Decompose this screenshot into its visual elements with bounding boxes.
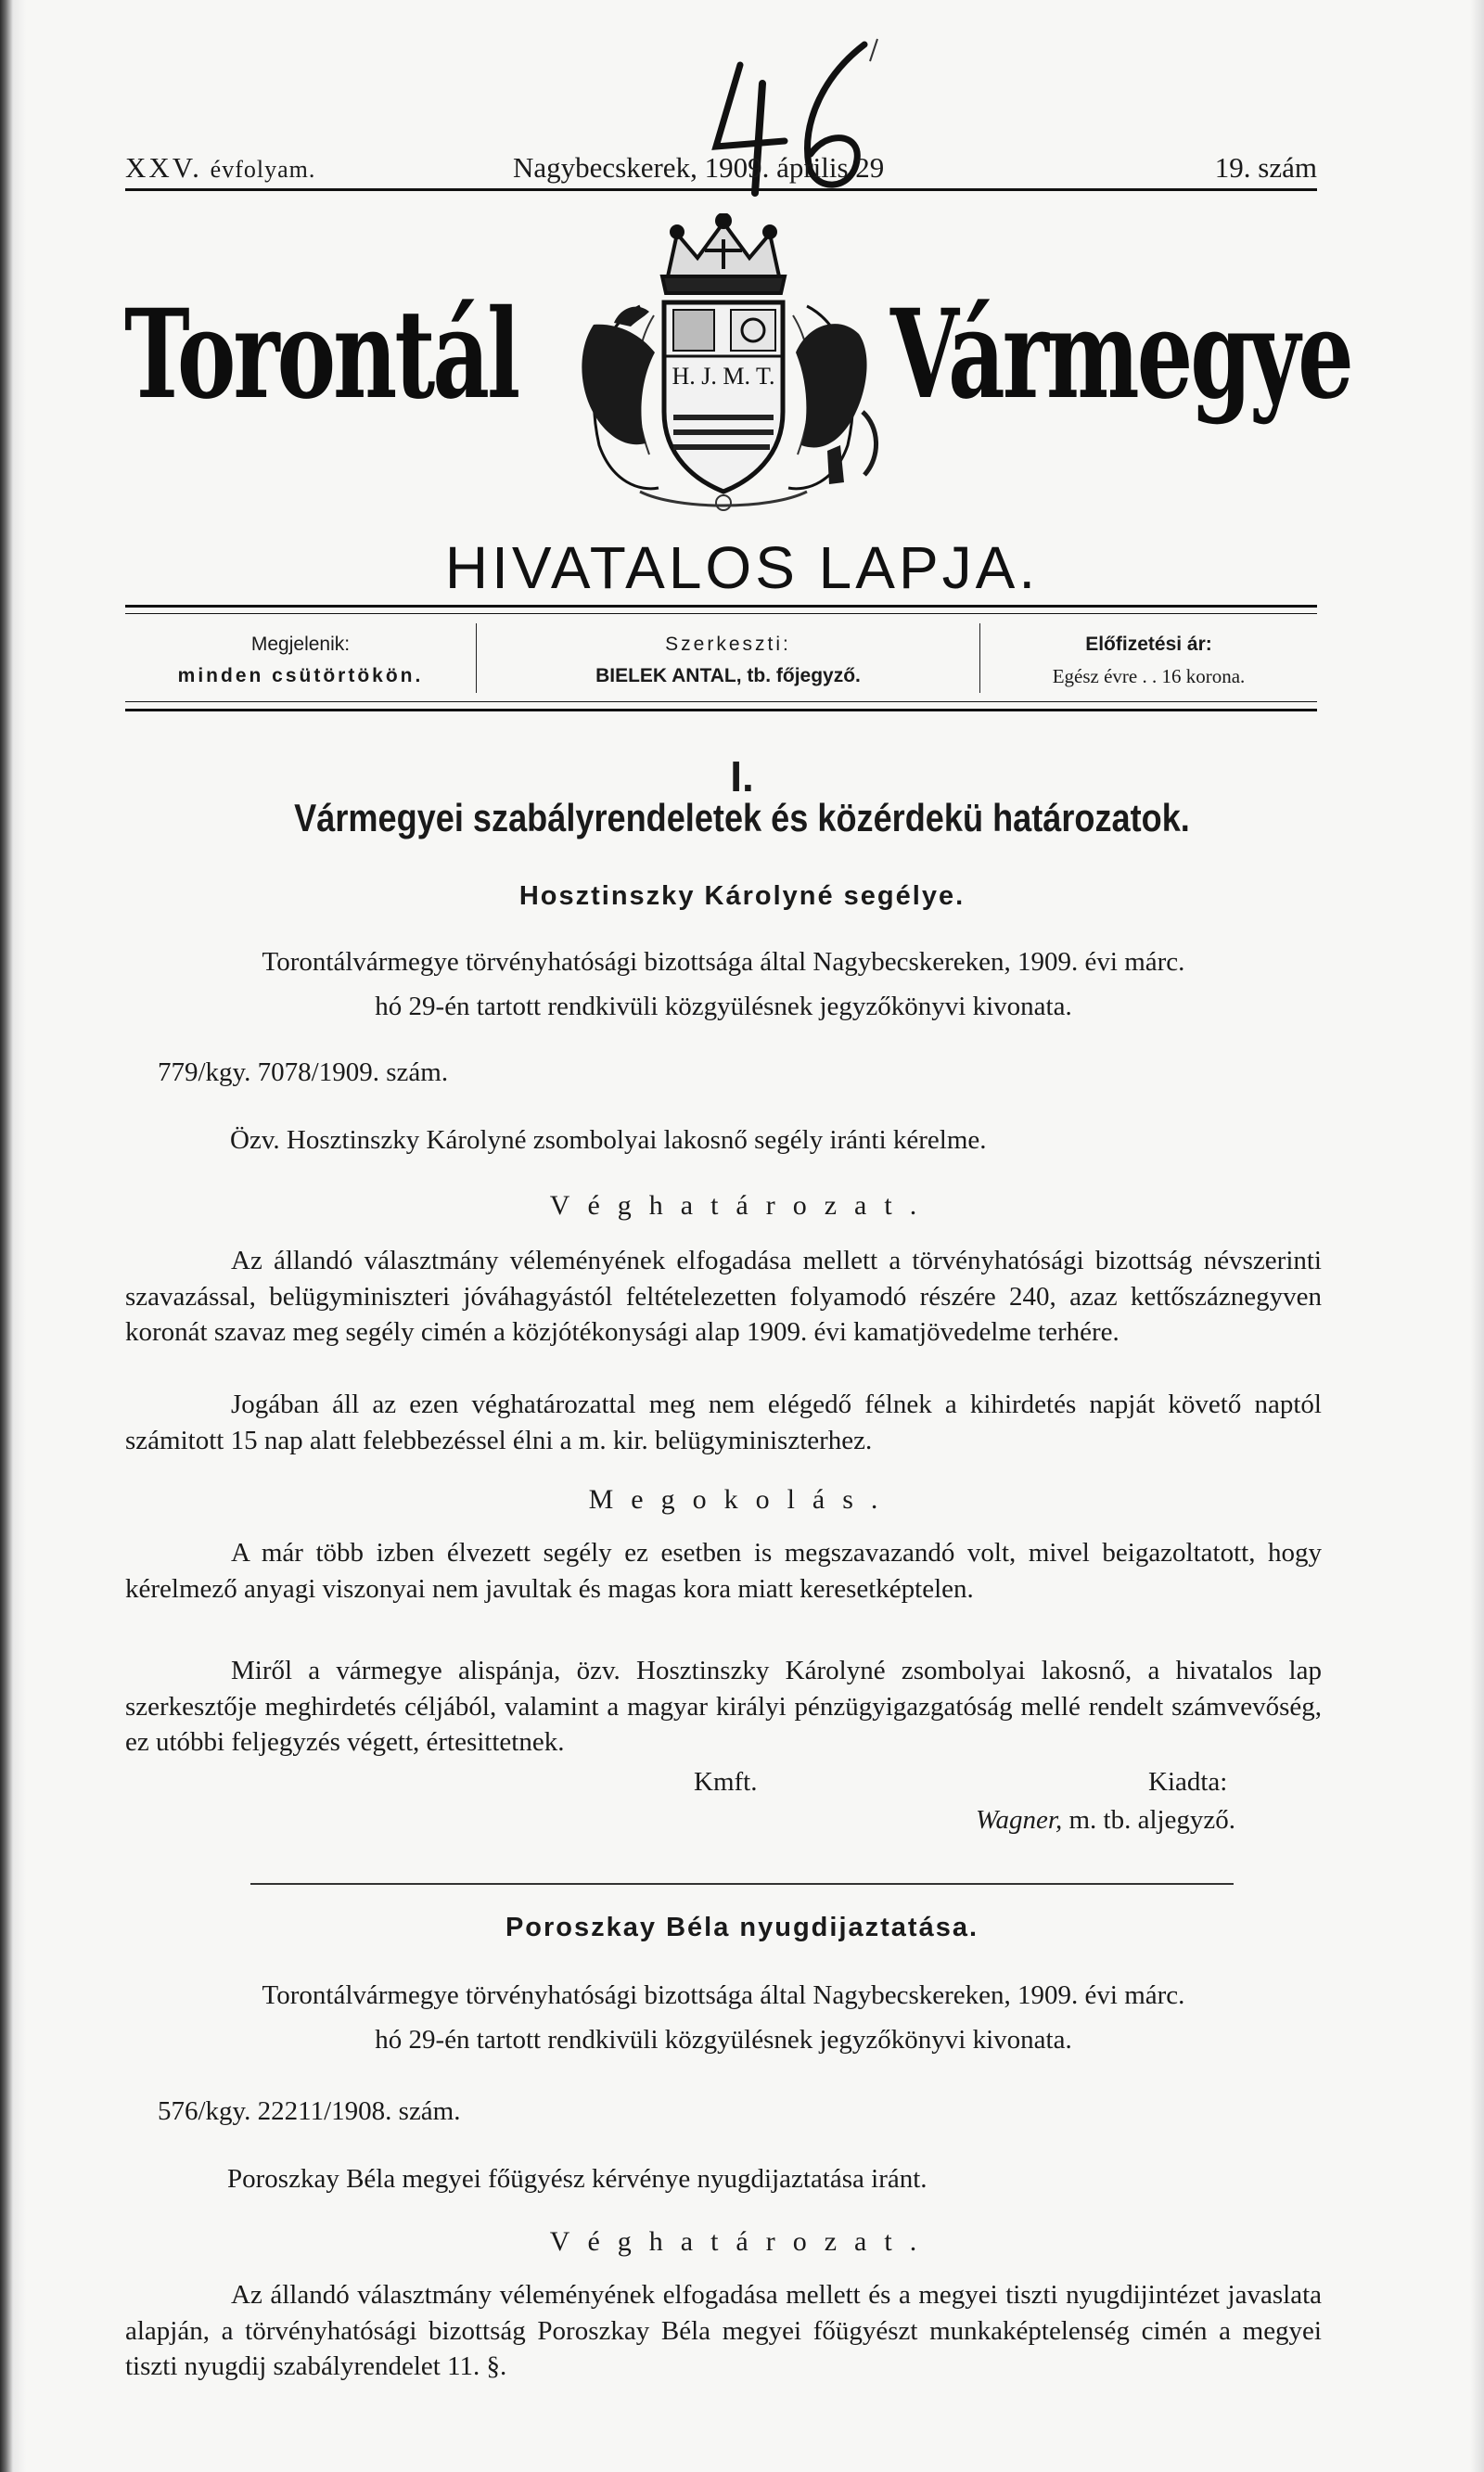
reference-number: 779/kgy. 7078/1909. szám. [158, 1057, 449, 1087]
signer-title: m. tb. aljegyző. [1068, 1805, 1236, 1835]
masthead [0, 269, 1484, 547]
reference-number: 576/kgy. 22211/1908. szám. [158, 2096, 461, 2126]
publication-frequency [125, 629, 476, 692]
place-and-date: Nagybecskerek, 1909. április 29 [513, 151, 885, 184]
article-title: Hosztinszky Károlyné segélye. [518, 881, 966, 911]
article-divider [250, 1883, 1234, 1885]
editor-name: BIELEK ANTAL, tb. főjegyző. [595, 665, 861, 686]
subscription-info [980, 629, 1317, 692]
masthead-title-left: Torontál [124, 283, 518, 427]
notification-paragraph: Miről a vármegye alispánja, özv. Hosztinszky Károlyné zsombolyai lakosnő, a hivatalos lap szerkesztője meghirdetés céljából, valamint a magyar királyi pénzügyigazgatóság mellé rendelt számvevőség, ez utóbbi feljegyzés végett, értesittetnek. [125, 1656, 1322, 1757]
section-number: I. [730, 752, 754, 801]
editor-label: Szerkeszti: [665, 634, 791, 655]
header-rule [125, 188, 1317, 191]
signature [976, 1805, 1235, 1836]
article-intro-line: hó 29-én tartott rendkivüli közgyülésnek jegyzőkönyvi kivonata. [375, 2025, 1072, 2055]
decision-paragraph: Az állandó választmány véleményének elfogadása mellett és a megyei tiszti nyugdijintézet javaslata alapján, a törvényhatósági bizottság Poroszkay Béla megyei főügyészt munkaképtelenség cimén a megyei tiszti nyugdij szabályrendelet 11. §. [125, 2280, 1322, 2381]
decision-heading: Véghatározat. [549, 1190, 935, 1221]
appeal-paragraph: Jogában áll az ezen véghatározattal meg nem elégedő félnek a kihirdetés napját követő naptól számitott 15 nap alatt felebbezéssel élni a m. kir. belügyminiszterhez. [125, 1390, 1322, 1455]
subscription-label: Előfizetési ár: [1085, 634, 1212, 655]
coat-of-arms-icon [566, 213, 881, 519]
frequency-value: minden csütörtökön. [177, 665, 424, 686]
issue-number: 19. szám [1214, 151, 1317, 184]
petition-subject: Özv. Hosztinszky Károlyné zsombolyai lakosnő segély iránti kérelme. [230, 1125, 987, 1155]
issued-by-label: Kiadta: [1148, 1767, 1228, 1797]
article-intro-line: Torontálvármegye törvényhatósági bizottsága által Nagybecskereken, 1909. évi márc. [262, 1980, 1185, 2010]
section-title: Vármegyei szabályrendeletek és közérdekü határozatok. [294, 796, 1190, 839]
signer-name: Wagner, [976, 1805, 1063, 1835]
kmft-mark: Kmft. [694, 1767, 758, 1797]
frequency-label: Megjelenik: [250, 634, 351, 655]
petition-subject: Poroszkay Béla megyei főügyész kérvénye nyugdijaztatása iránt. [227, 2164, 928, 2194]
article-intro-line: Torontálvármegye törvényhatósági bizottsága által Nagybecskereken, 1909. évi márc. [262, 947, 1185, 977]
issue-header-line [125, 144, 1317, 190]
reasoning-paragraph: A már több izben élvezett segély ez esetben is megszavazandó volt, mivel beigazoltatott, hogy kérelmező anyagi viszonyai nem javultak és magas kora miatt keresetképtelen. [125, 1538, 1322, 1604]
editor-info [477, 629, 979, 692]
subscription-price: Egész évre . . 16 korona. [1052, 665, 1246, 687]
crest-inscription: H. J. M. T. [672, 363, 775, 390]
article-title: Poroszkay Béla nyugdijaztatása. [505, 1913, 979, 1942]
masthead-subtitle: HIVATALOS LAPJA. [444, 534, 1040, 601]
article-intro-line: hó 29-én tartott rendkivüli közgyülésnek jegyzőkönyvi kivonata. [375, 992, 1072, 1021]
reasoning-heading: Megokolás. [588, 1484, 896, 1515]
masthead-title-right: Vármegye [890, 283, 1351, 427]
decision-paragraph: Az állandó választmány véleményének elfogadása mellett a törvényhatósági bizottság névszerinti szavazással, belügyminiszteri jóváhagyástól feltételezetten folyamodó részére 240, azaz kettőszáznegyven koronát szavaz meg segély cimén a közjótékonysági alap 1909. évi kamatjövedelme terhére. [125, 1246, 1322, 1347]
publication-info-box [125, 605, 1317, 714]
volume-number: XXV. évfolyam. [125, 151, 316, 184]
decision-heading: Véghatározat. [549, 2226, 935, 2257]
